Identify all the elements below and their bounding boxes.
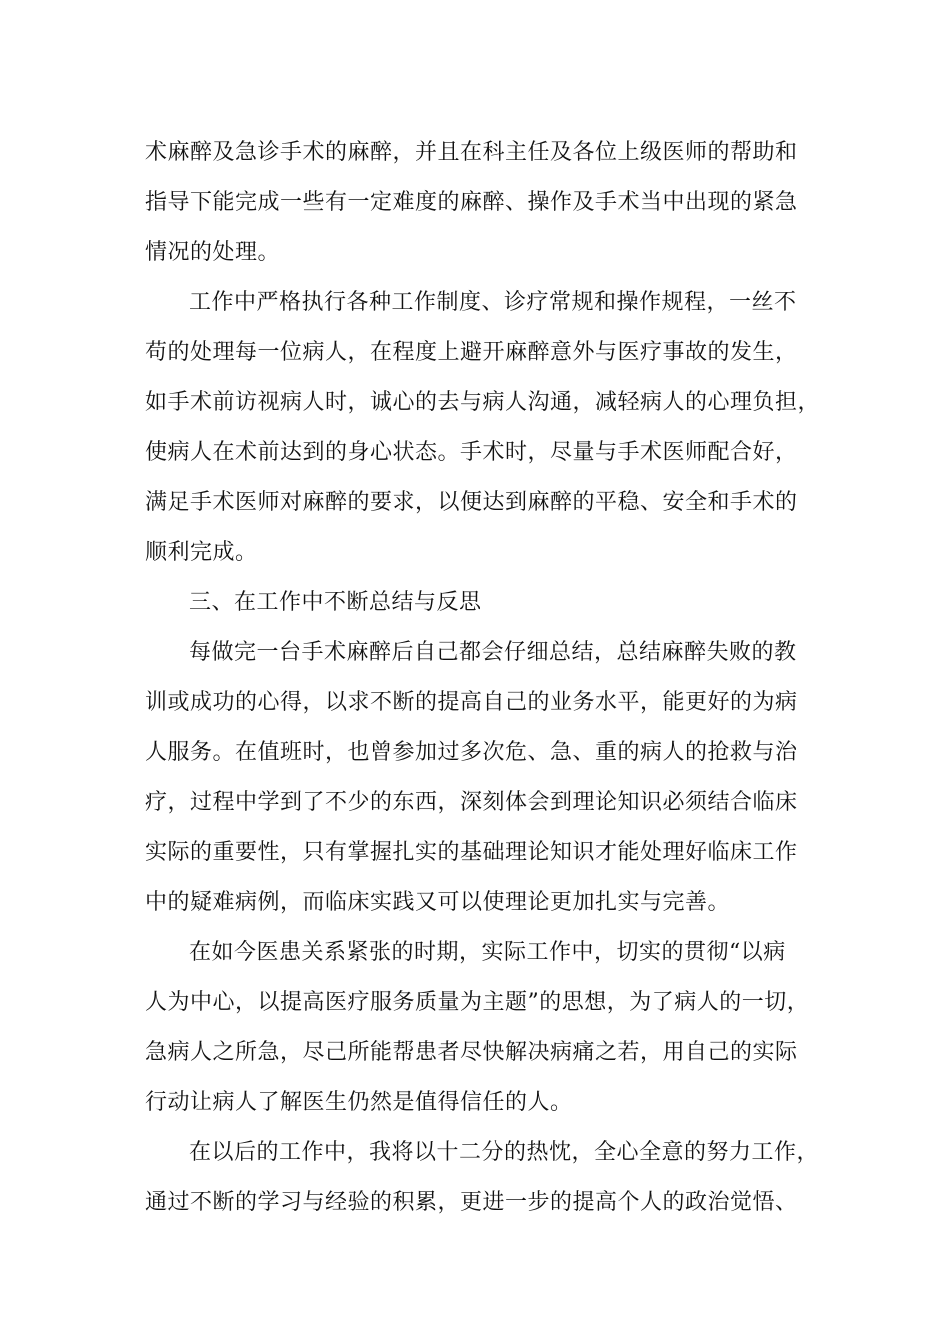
text-line: 急病人之所急，尽己所能帮患者尽快解决病痛之若，用自己的实际 — [145, 1040, 798, 1065]
text-line: 顺利完成。 — [145, 540, 258, 565]
text-line: 术麻醉及急诊手术的麻醉，并且在科主任及各位上级医师的帮助和 — [145, 140, 798, 165]
section-heading: 三、在工作中不断总结与反思 — [189, 590, 482, 615]
text-line: 人为中心，以提高医疗服务质量为主题”的思想，为了病人的一切， — [145, 990, 810, 1015]
text-line: 情况的处理。 — [145, 240, 281, 265]
text-line: 行动让病人了解医生仍然是值得信任的人。 — [145, 1090, 573, 1115]
text-line: 满足手术医师对麻醉的要求，以便达到麻醉的平稳、安全和手术的 — [145, 490, 798, 515]
text-line: 使病人在术前达到的身心状态。手术时，尽量与手术医师配合好， — [145, 440, 798, 465]
paragraph-first-line: 工作中严格执行各种工作制度、诊疗常规和操作规程，一丝不 — [189, 290, 797, 315]
text-line: 如手术前访视病人时，诚心的去与病人沟通，减轻病人的心理负担， — [145, 390, 821, 415]
text-line: 训或成功的心得，以求不断的提高自己的业务水平，能更好的为病 — [145, 690, 798, 715]
paragraph-first-line: 在如今医患关系紧张的时期，实际工作中，切实的贯彻“以病 — [189, 940, 786, 965]
text-line: 中的疑难病例，而临床实践又可以使理论更加扎实与完善。 — [145, 890, 731, 915]
paragraph-first-line: 在以后的工作中，我将以十二分的热忱，全心全意的努力工作， — [189, 1140, 820, 1165]
text-line: 通过不断的学习与经验的积累，更进一步的提高个人的政治觉悟、 — [145, 1190, 798, 1215]
text-line: 苟的处理每一位病人，在程度上避开麻醉意外与医疗事故的发生， — [145, 340, 798, 365]
document-body — [145, 133, 821, 1233]
text-line: 人服务。在值班时，也曾参加过多次危、急、重的病人的抢救与治 — [145, 740, 798, 765]
text-line: 疗，过程中学到了不少的东西，深刻体会到理论知识必须结合临床 — [145, 790, 798, 815]
paragraph-first-line: 每做完一台手术麻醉后自己都会仔细总结，总结麻醉失败的教 — [189, 640, 797, 665]
text-line: 指导下能完成一些有一定难度的麻醉、操作及手术当中出现的紧急 — [145, 190, 798, 215]
text-line: 实际的重要性，只有掌握扎实的基础理论知识才能处理好临床工作 — [145, 840, 798, 865]
